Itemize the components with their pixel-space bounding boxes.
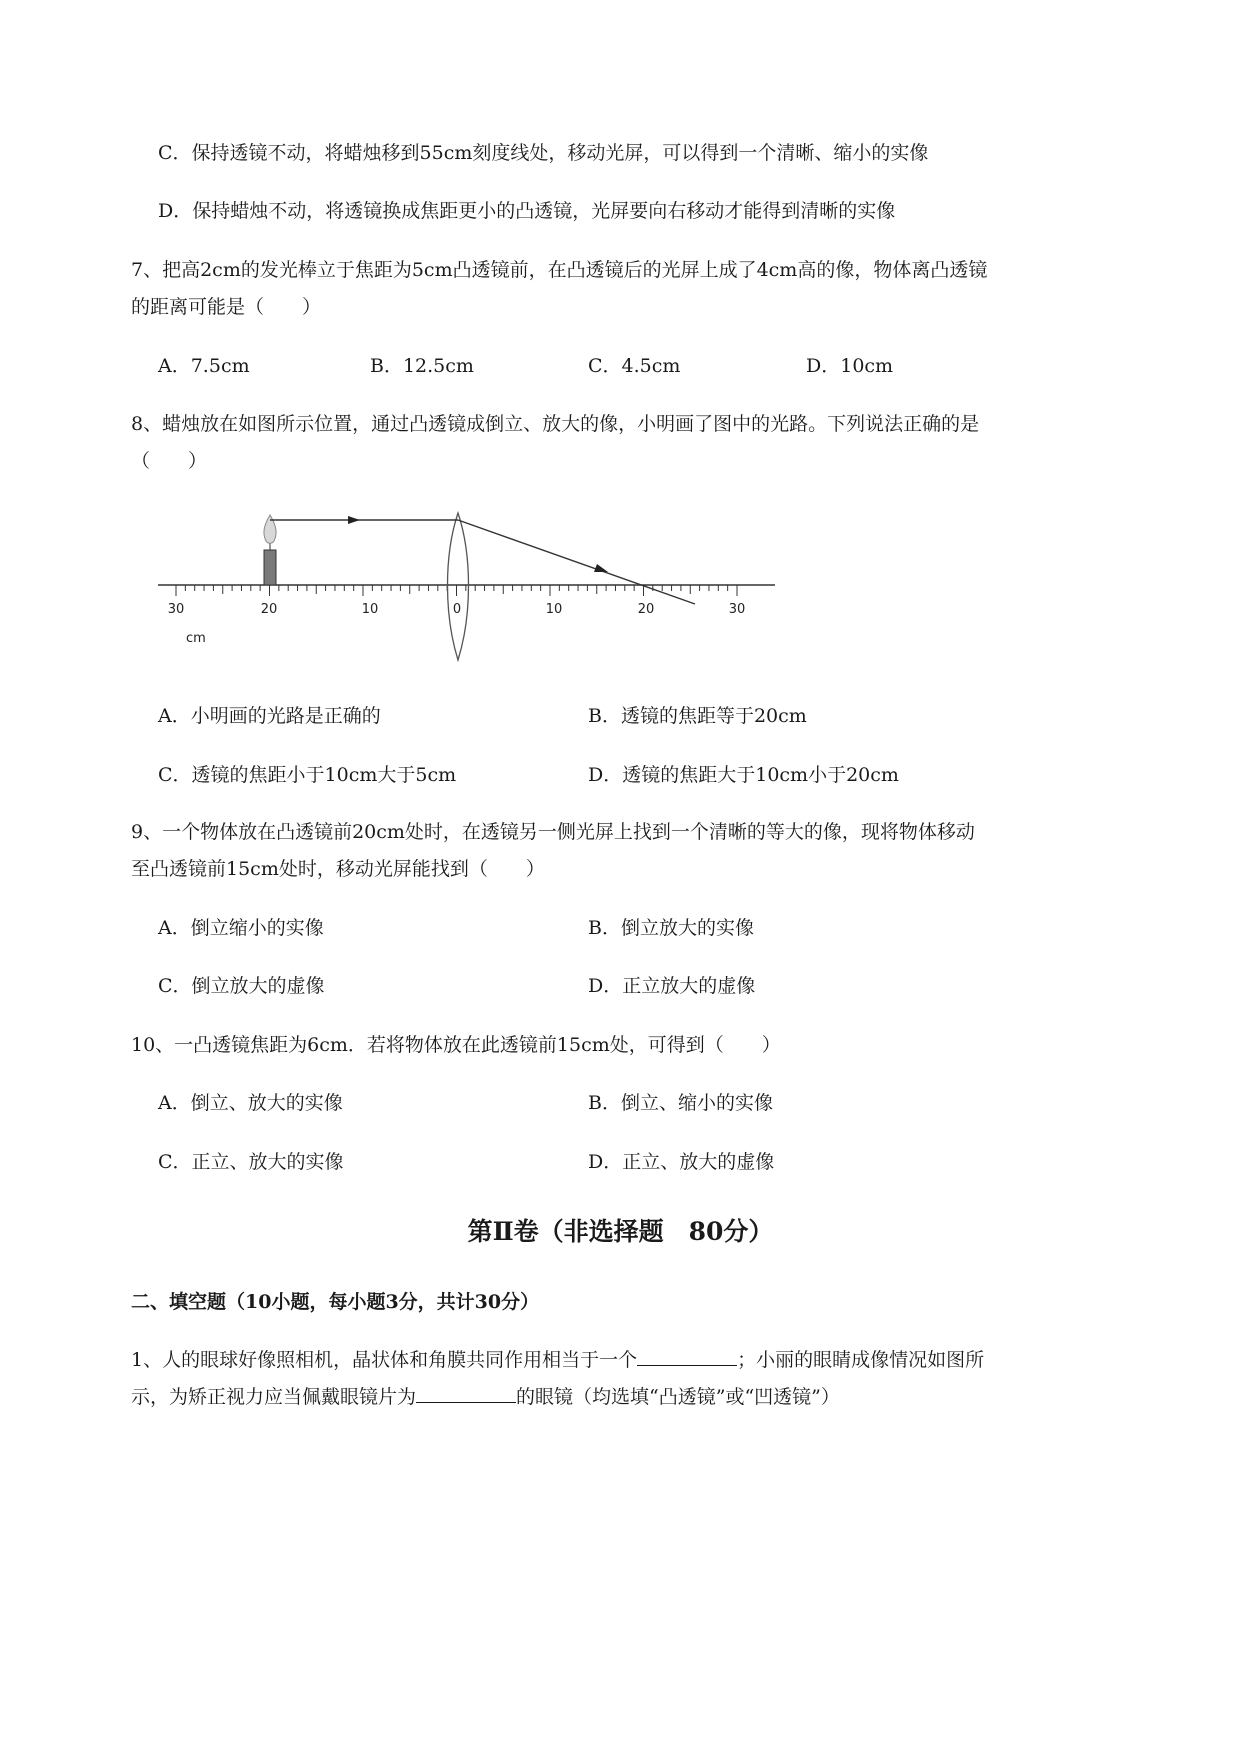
fill1-stem-line2 [131,1383,840,1411]
q10-option-b: B．倒立、缩小的实像 [588,1092,773,1114]
fill1-text-1b: ；小丽的眼睛成像情况如图所 [737,1349,985,1371]
fill1-text-1a: 1、人的眼球好像照相机，晶状体和角膜共同作用相当于一个 [131,1349,638,1371]
q10-option-c: C．正立、放大的实像 [158,1151,344,1173]
q8-stem-line1: 8、蜡烛放在如图所示位置，通过凸透镜成倒立、放大的像，小明画了图中的光路。下列说法正确的是 [131,413,980,435]
q7-stem-line2: 的距离可能是（ ） [131,296,322,318]
scale-unit-label: cm [186,631,206,646]
candle-flame-icon [264,515,276,543]
fill1-text-2b: 的眼镜（均选填“凸透镜”或“凹透镜”） [516,1386,840,1408]
q10-option-d: D．正立、放大的虚像 [588,1151,775,1173]
q7-option-b: B．12.5cm [370,355,474,377]
q9-stem-line1: 9、一个物体放在凸透镜前20cm处时，在透镜另一侧光屏上找到一个清晰的等大的像，现将物体移动 [131,821,975,843]
tick-label-right-10: 10 [545,602,563,617]
refracted-ray-arrow-icon [594,564,608,572]
fill-section-heading: 二、填空题（10小题，每小题3分，共计30分） [131,1291,540,1313]
refracted-ray [458,520,695,604]
q9-option-c: C．倒立放大的虚像 [158,975,325,997]
q8-stem-line2: （ ） [131,450,208,472]
q7-stem-line1: 7、把高2cm的发光棒立于焦距为5cm凸透镜前，在凸透镜后的光屏上成了4cm高的像，物体离凸透镜 [131,259,988,281]
q10-stem: 10、一凸透镜焦距为6cm．若将物体放在此透镜前15cm处，可得到（ ） [131,1034,781,1056]
q7-option-c: C．4.5cm [588,355,681,377]
q9-option-b: B．倒立放大的实像 [588,917,754,939]
tick-label-right-20: 20 [637,602,655,617]
q9-option-a: A．倒立缩小的实像 [158,917,324,939]
fill1-stem-line1 [131,1346,984,1374]
fill1-text-2a: 示，为矫正视力应当佩戴眼镜片为 [131,1386,417,1408]
part2-title: 第Ⅱ卷（非选择题 80分） [467,1217,774,1246]
q7-option-d: D．10cm [806,355,894,377]
q8-lens-diagram [150,495,810,675]
tick-label-right-30: 30 [728,602,746,617]
q8-option-a: A．小明画的光路是正确的 [158,705,381,727]
q9-stem-line2: 至凸透镜前15cm处时，移动光屏能找到（ ） [131,858,545,880]
q10-option-a: A．倒立、放大的实像 [158,1092,343,1114]
q8-option-b: B．透镜的焦距等于20cm [588,705,807,727]
q7-option-a: A．7.5cm [158,355,250,377]
q9-option-d: D．正立放大的虚像 [588,975,756,997]
incident-ray-arrow-icon [348,516,360,524]
scale-minor-ticks [176,585,737,596]
candle-body [264,550,276,585]
tick-label-zero: 0 [452,602,462,617]
fill1-blank-2[interactable] [416,1384,516,1403]
scale-tick-labels [168,602,746,617]
q8-option-c: C．透镜的焦距小于10cm大于5cm [158,764,457,786]
tick-label-left-10: 10 [361,602,379,617]
fill1-blank-1[interactable] [637,1347,737,1366]
tick-label-left-30: 30 [167,602,185,617]
q6-option-c: C．保持透镜不动，将蜡烛移到55cm刻度线处，移动光屏，可以得到一个清晰、缩小的实像 [158,142,929,164]
tick-label-left-20: 20 [260,602,278,617]
q6-option-d: D．保持蜡烛不动，将透镜换成焦距更小的凸透镜，光屏要向右移动才能得到清晰的实像 [158,200,896,222]
q8-option-d: D．透镜的焦距大于10cm小于20cm [588,764,899,786]
